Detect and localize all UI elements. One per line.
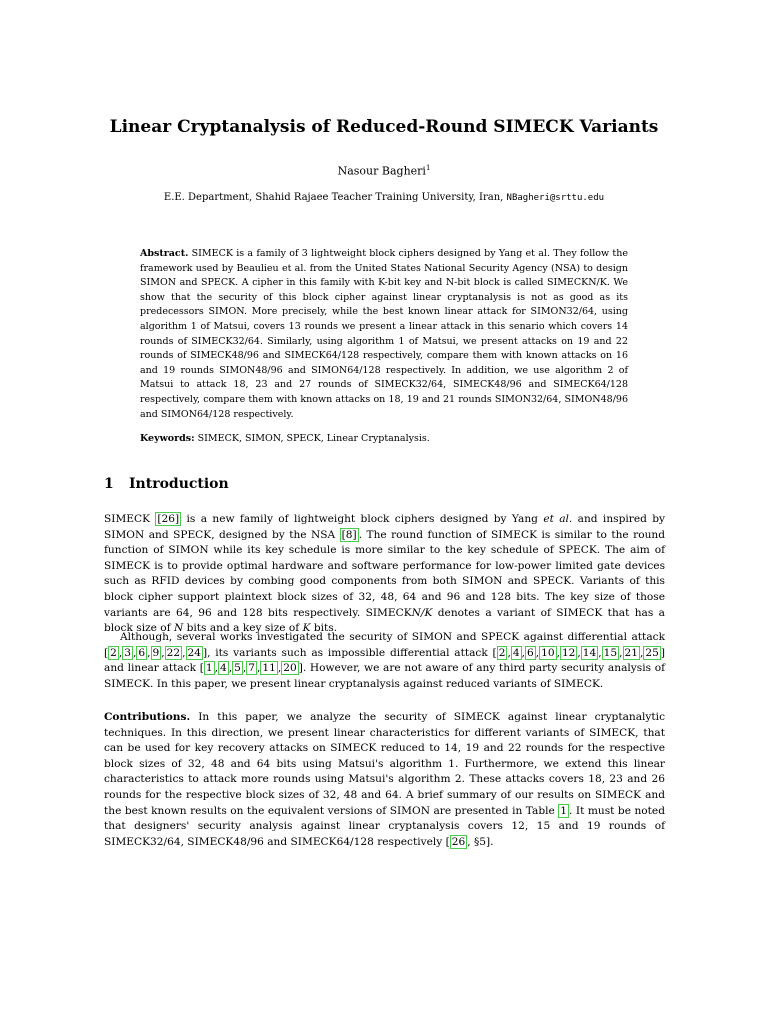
text-run: ,: [118, 646, 123, 659]
text-run: ,: [535, 646, 540, 659]
citation-link[interactable]: 2: [110, 646, 117, 659]
text-run: ,: [147, 646, 151, 659]
citation-link[interactable]: 10: [541, 646, 555, 659]
affiliation-text: E.E. Department, Shahid Rajaee Teacher Training University, Iran,: [163, 192, 507, 203]
text-run: ]. However, we are not aware of any third party security analysis of SIMECK. In this paper, we present linear cryptanalysis against reduced variants of SIMECK.: [104, 662, 665, 690]
text-run: ,: [133, 646, 137, 659]
italic-text: K: [302, 622, 311, 635]
citation-link[interactable]: 12: [561, 646, 576, 659]
text-run: ,: [619, 646, 623, 659]
text-run: ,: [242, 662, 247, 675]
citation-link[interactable]: 20: [283, 662, 297, 675]
text-run: ,: [507, 646, 511, 659]
citation-link[interactable]: [26]: [157, 513, 180, 525]
text-run: ,: [598, 646, 602, 659]
text-run: SIMECK: [104, 513, 156, 525]
citation-link[interactable]: 6: [138, 646, 146, 659]
text-run: bits and a key size of: [183, 622, 303, 635]
intro-paragraph-1: [104, 512, 665, 637]
italic-text: et al.: [543, 513, 573, 525]
text-run: ,: [228, 662, 233, 675]
text-run: bits.: [310, 622, 338, 635]
text-run: . The round function of SIMECK is similar to the round function of SIMON while its key schedule is more similar to the key schedule of SPECK. The aim of SIMECK is to provide optimal hardware and software performance for low-power limited gate devices such as RFID devices by combing good components from both SIMON and SPECK. Variants of this block cipher support plaintext block sizes of 32, 48, 64 and 96 and 128 bits. The key size of those variants are 64, 96 and 128 bits respectively. SIMECK: [104, 528, 665, 619]
email-address[interactable]: NBagheri@srttu.edu: [506, 193, 605, 203]
text-run: ,: [640, 646, 644, 659]
citation-link[interactable]: 14: [582, 646, 597, 659]
citation-link[interactable]: 7: [248, 662, 255, 675]
abstract: [140, 247, 628, 422]
author-superscript: 1: [425, 164, 431, 172]
citation-link[interactable]: 25: [645, 646, 659, 659]
author-name: Nasour Bagheri: [337, 164, 426, 178]
text-run: ,: [161, 646, 165, 659]
text-run: ,: [214, 662, 218, 675]
text-run: is a new family of lightweight block ciphers designed by Yang: [181, 513, 544, 525]
text-run: ,: [556, 646, 560, 659]
intro-paragraph-2: [104, 630, 665, 692]
italic-text: N: [173, 622, 184, 635]
paper-title: Linear Cryptanalysis of Reduced-Round SIMECK Variants: [109, 117, 659, 137]
text-run: ,: [182, 646, 186, 659]
text-run: In this paper, we analyze the security of SIMECK against linear cryptanalytic techniques. In this direction, we present linear characteristics for different variants of SIMECK, that can be used for key recovery attacks on SIMECK reduced to 14, 19 and 22 rounds for the respective block sizes of 32, 48 and 64 bits using Matsui's algorithm 1. Furthermore, we extend this linear characteristics to attack more rounds using Matsui's algorithm 2. These attacks covers 18, 23 and 26 rounds for the respective block sizes of 32, 48 and 64. A brief summary of our results on SIMECK and the best known results on the equivalent versions of SIMON are presented in Table: [104, 711, 665, 817]
citation-link[interactable]: 2: [498, 646, 506, 659]
section-heading: [104, 476, 229, 492]
citation-link[interactable]: 5: [234, 662, 241, 675]
citation-link[interactable]: 15: [603, 646, 618, 659]
citation-link[interactable]: 21: [624, 646, 638, 659]
affiliation: [0, 192, 768, 203]
text-run: Although, several works investigated the security of SIMON and SPECK against differential attack [: [104, 631, 665, 659]
text-run: ,: [256, 662, 261, 675]
text-run: ,: [277, 662, 282, 675]
citation-link[interactable]: 11: [262, 662, 276, 675]
text-run: , §5].: [467, 835, 494, 848]
citation-link[interactable]: 1: [560, 804, 568, 817]
citation-link[interactable]: [8]: [341, 528, 357, 541]
citation-link[interactable]: 3: [124, 646, 132, 659]
citation-link[interactable]: 1: [205, 662, 213, 675]
citation-link[interactable]: 22: [166, 646, 181, 659]
text-run: and inspired by SIMON and SPECK, designed by the NSA: [104, 513, 665, 541]
text-run: ], its variants such as impossible differential attack [: [202, 646, 497, 659]
text-run: ] and linear attack [: [104, 646, 665, 675]
contributions-paragraph: [104, 710, 665, 850]
citation-link[interactable]: 4: [512, 646, 520, 659]
citation-link[interactable]: 24: [187, 646, 201, 659]
text-run: . It must be noted that designers' security analysis against linear cryptanalysis covers 12, 15 and 19 rounds of SIMECK32/64, SIMECK48/96 and SIMECK64/128 respectively [: [104, 804, 665, 848]
citation-link[interactable]: 4: [219, 662, 227, 675]
section-title: Introduction: [129, 476, 229, 492]
author-line: [0, 164, 768, 178]
citation-link[interactable]: 9: [152, 646, 160, 659]
citation-link[interactable]: 26: [451, 835, 466, 848]
text-run: denotes a variant of SIMECK that has a block size of: [104, 606, 665, 635]
keywords-label: Keywords:: [140, 433, 195, 444]
text-run: ,: [521, 646, 525, 659]
keywords-text: SIMECK, SIMON, SPECK, Linear Cryptanalysis.: [194, 433, 430, 444]
abstract-text: SIMECK is a family of 3 lightweight block ciphers designed by Yang et al. They follow the framework used by Beaulieu et al. from the United States National Security Agency (NSA) to design SIMON and SPECK. A cipher in this family with K-bit key and N-bit block is called SIMECKN/K. We show that the security of this block cipher against linear cryptanalysis is not as good as its predecessors SIMON. More precisely, while the best known linear attack for SIMON32/64, using algorithm 1 of Matsui, covers 13 rounds we present a linear attack in this senario which covers 14 rounds of SIMECK32/64. Similarly, using algorithm 1 of Matsui, we present attacks on 19 and 22 rounds of SIMECK48/96 and SIMECK64/128 respectively, compare them with known attacks on 16 and 19 rounds SIMON48/96 and SIMON64/128 respectively. In addition, we use algorithm 2 of Matsui to attack 18, 23 and 27 rounds of SIMECK32/64, SIMECK48/96 and SIMECK64/128 respectively, compare them with known attacks on 18, 19 and 21 rounds SIMON32/64, SIMON48/96 and SIMON64/128 respectively.: [140, 248, 628, 420]
keywords: [140, 433, 628, 444]
italic-text: N/K: [411, 606, 433, 619]
text-run: ,: [577, 646, 581, 659]
abstract-label: Abstract.: [140, 248, 189, 259]
bold-label: Contributions.: [104, 711, 191, 723]
citation-link[interactable]: 6: [526, 646, 534, 659]
section-number: 1: [104, 476, 114, 492]
